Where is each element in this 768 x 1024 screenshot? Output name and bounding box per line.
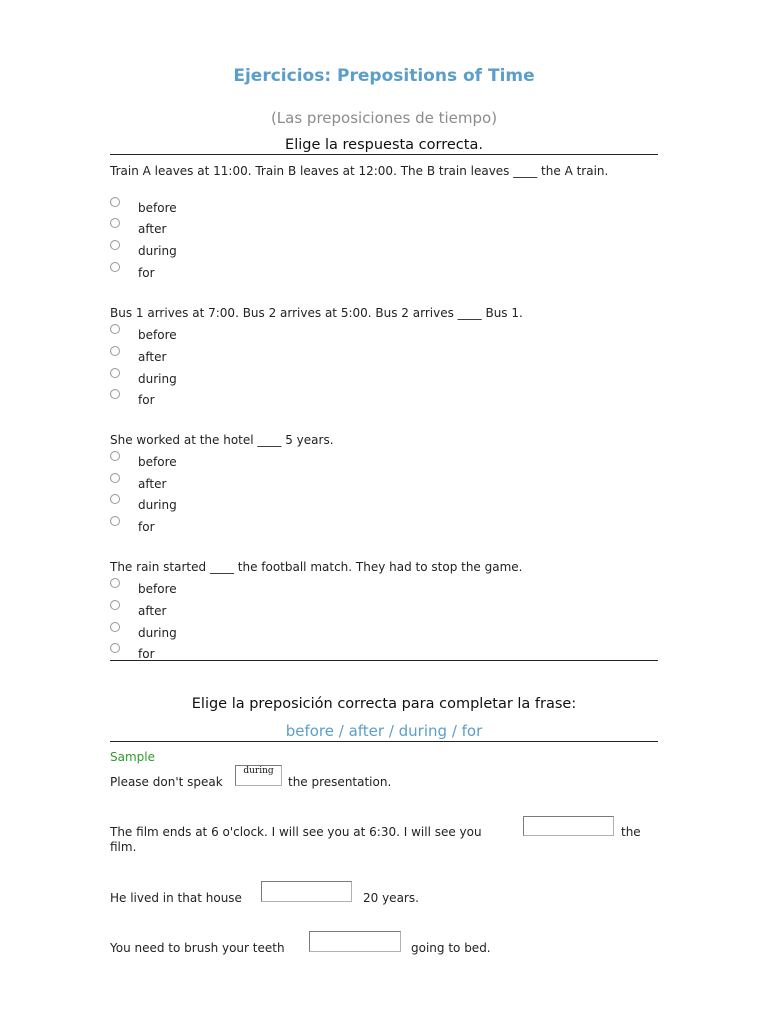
choices-line: before / after / during / for <box>285 722 483 740</box>
item-3-start: You need to brush your teeth <box>110 941 285 955</box>
radio-button[interactable] <box>110 262 120 272</box>
radio-button[interactable] <box>110 389 120 399</box>
radio-button[interactable] <box>110 494 120 504</box>
item-1-answer-input[interactable] <box>523 816 614 836</box>
divider <box>110 741 658 742</box>
item-3-end: going to bed. <box>411 941 491 955</box>
divider <box>110 660 658 661</box>
page-title: Ejercicios: Prepositions of Time <box>233 66 535 86</box>
page-subtitle: (Las preposiciones de tiempo) <box>270 109 498 127</box>
sample-sentence-end: the presentation. <box>288 775 392 789</box>
item-2-answer-input[interactable] <box>261 881 352 902</box>
item-1-start: The film ends at 6 o'clock. I will see you at 6:30. I will see you <box>110 825 482 839</box>
question-1-text: Train A leaves at 11:00. Train B leaves at 12:00. The B train leaves ____ the A train. <box>110 164 609 178</box>
radio-button[interactable] <box>110 197 120 207</box>
sample-answer-box: during <box>235 765 282 786</box>
sample-sentence-start: Please don't speak <box>110 775 223 789</box>
section2-heading: Elige la preposición correcta para completar la frase: <box>191 696 577 712</box>
radio-button[interactable] <box>110 324 120 334</box>
question-3-text: She worked at the hotel ____ 5 years. <box>110 433 334 447</box>
item-3-answer-input[interactable] <box>309 931 401 952</box>
radio-button[interactable] <box>110 622 120 632</box>
question-2-text: Bus 1 arrives at 7:00. Bus 2 arrives at 5:00. Bus 2 arrives ____ Bus 1. <box>110 306 523 320</box>
radio-button[interactable] <box>110 600 120 610</box>
item-2-start: He lived in that house <box>110 891 242 905</box>
radio-button[interactable] <box>110 218 120 228</box>
radio-button[interactable] <box>110 473 120 483</box>
question-4-text: The rain started ____ the football match. They had to stop the game. <box>110 560 523 574</box>
radio-button[interactable] <box>110 643 120 653</box>
radio-button[interactable] <box>110 368 120 378</box>
item-2-end: 20 years. <box>363 891 419 905</box>
radio-button[interactable] <box>110 578 120 588</box>
sample-label: Sample <box>110 750 155 764</box>
radio-button[interactable] <box>110 240 120 250</box>
radio-button[interactable] <box>110 516 120 526</box>
section1-heading: Elige la respuesta correcta. <box>285 137 483 153</box>
item-1-end: the <box>621 825 641 839</box>
divider <box>110 154 658 155</box>
radio-button[interactable] <box>110 346 120 356</box>
item-1-end-continued: film. <box>110 840 137 854</box>
radio-button[interactable] <box>110 451 120 461</box>
